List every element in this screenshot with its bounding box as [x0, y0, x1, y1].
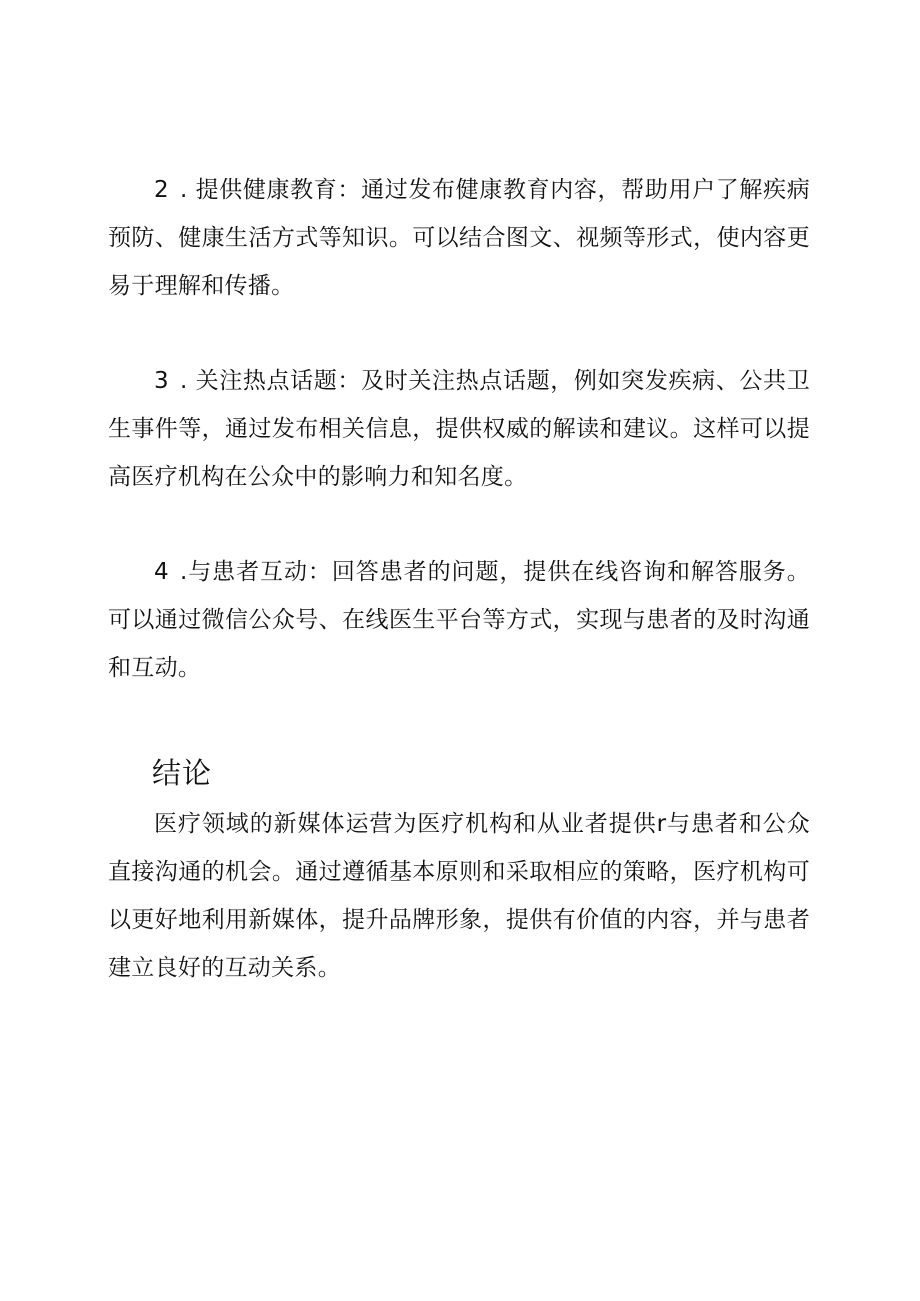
item-number: 2 [154, 177, 169, 203]
list-item-patient-interaction [108, 548, 810, 692]
item-number: 4 [154, 559, 169, 585]
conclusion-paragraph: 医疗领域的新媒体运营为医疗机构和从业者提供r与患者和公众直接沟通的机会。通过遵循基本原则和采取相应的策略，医疗机构可以更好地利用新媒体，提升品牌形象，提供有价值的内容，并与患者建立良好的互动关系。 [108, 811, 810, 981]
conclusion-heading: 结论 [152, 756, 213, 790]
item-text: .与患者互动：回答患者的问题，提供在线咨询和解答服务。可以通过微信公众号、在线医生平台等方式，实现与患者的及时沟通和互动。 [108, 559, 810, 681]
item-text: . 关注热点话题：及时关注热点话题，例如突发疾病、公共卫生事件等，通过发布相关信息，提供权威的解读和建议。这样可以提高医疗机构在公众中的影响力和知名度。 [108, 368, 810, 490]
item-text: . 提供健康教育：通过发布健康教育内容，帮助用户了解疾病预防、健康生活方式等知识。可以结合图文、视频等形式，使内容更易于理解和传播。 [108, 177, 810, 299]
item-number: 3 [154, 368, 169, 394]
list-item-hot-topics [108, 357, 810, 501]
list-item-health-education [108, 166, 810, 310]
